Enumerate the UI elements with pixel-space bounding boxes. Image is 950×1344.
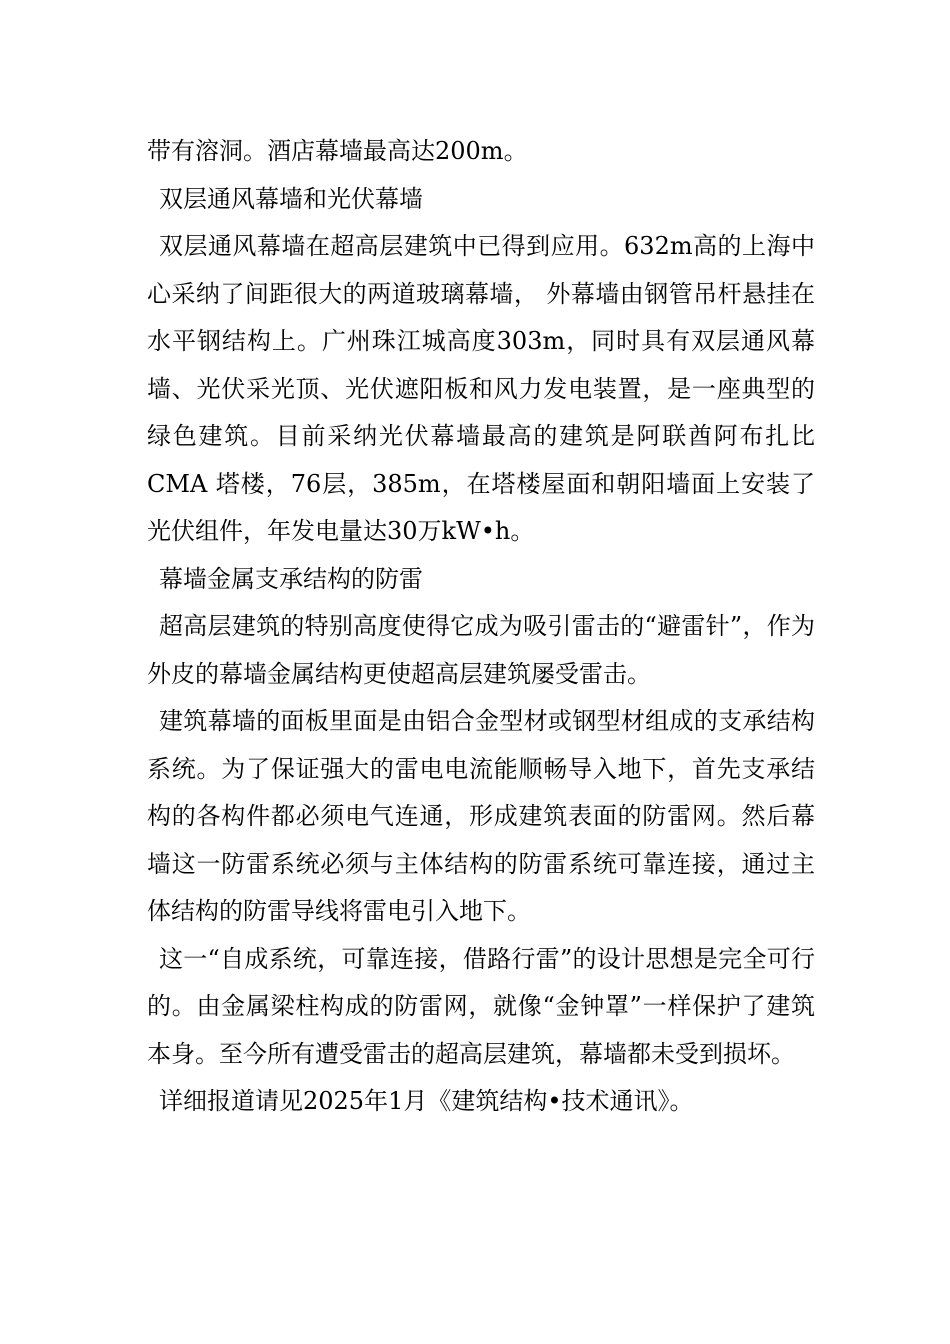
paragraph-support-structure: 建筑幕墙的面板里面是由铝合金型材或钢型材组成的支承结构系统。为了保证强大的雷电电流能顺畅导入地下，首先支承结构的各构件都必须电气连通，形成建筑表面的防雷网。然后幕墙这一防雷系统必须与主体结构的防雷系统可靠连接，通过主体结构的防雷导线将雷电引入地下。 [147, 707, 815, 925]
paragraph-lightning-rod: 超高层建筑的特别高度使得它成为吸引雷击的“避雷针”，作为外皮的幕墙金属结构更使超高层建筑屡受雷击。 [147, 612, 815, 688]
document-page [147, 128, 815, 1126]
paragraph-design-concept: 这一“自成系统，可靠连接，借路行雷”的设计思想是完全可行的。由金属梁柱构成的防雷网，就像“金钟罩”一样保护了建筑本身。至今所有遭受雷击的超高层建筑，幕墙都未受到损坏。 [147, 944, 815, 1068]
section-heading-lightning-protection: 幕墙金属支承结构的防雷 [159, 564, 423, 593]
paragraph-continuation: 带有溶洞。酒店幕墙最高达200m。 [147, 137, 528, 165]
paragraph-double-skin-facade: 双层通风幕墙在超高层建筑中已得到应用。632m高的上海中心采纳了间距很大的两道玻璃幕墙， 外幕墙由钢管吊杆悬挂在水平钢结构上。广州珠江城高度303m，同时具有双层通风幕墙、光伏采光顶、光伏遮阳板和风力发电装置，是一座典型的绿色建筑。目前采纳光伏幕墙最高的建筑是阿联酋阿布扎比 CMA 塔楼，76层，385m，在塔楼屋面和朝阳墙面上安装了光伏组件，年发电量达30万kW•h。 [147, 232, 815, 545]
section-heading-double-skin-pv-facade: 双层通风幕墙和光伏幕墙 [159, 184, 423, 213]
paragraph-reference: 详细报道请见2025年1月《建筑结构•技术通讯》。 [159, 1087, 694, 1115]
